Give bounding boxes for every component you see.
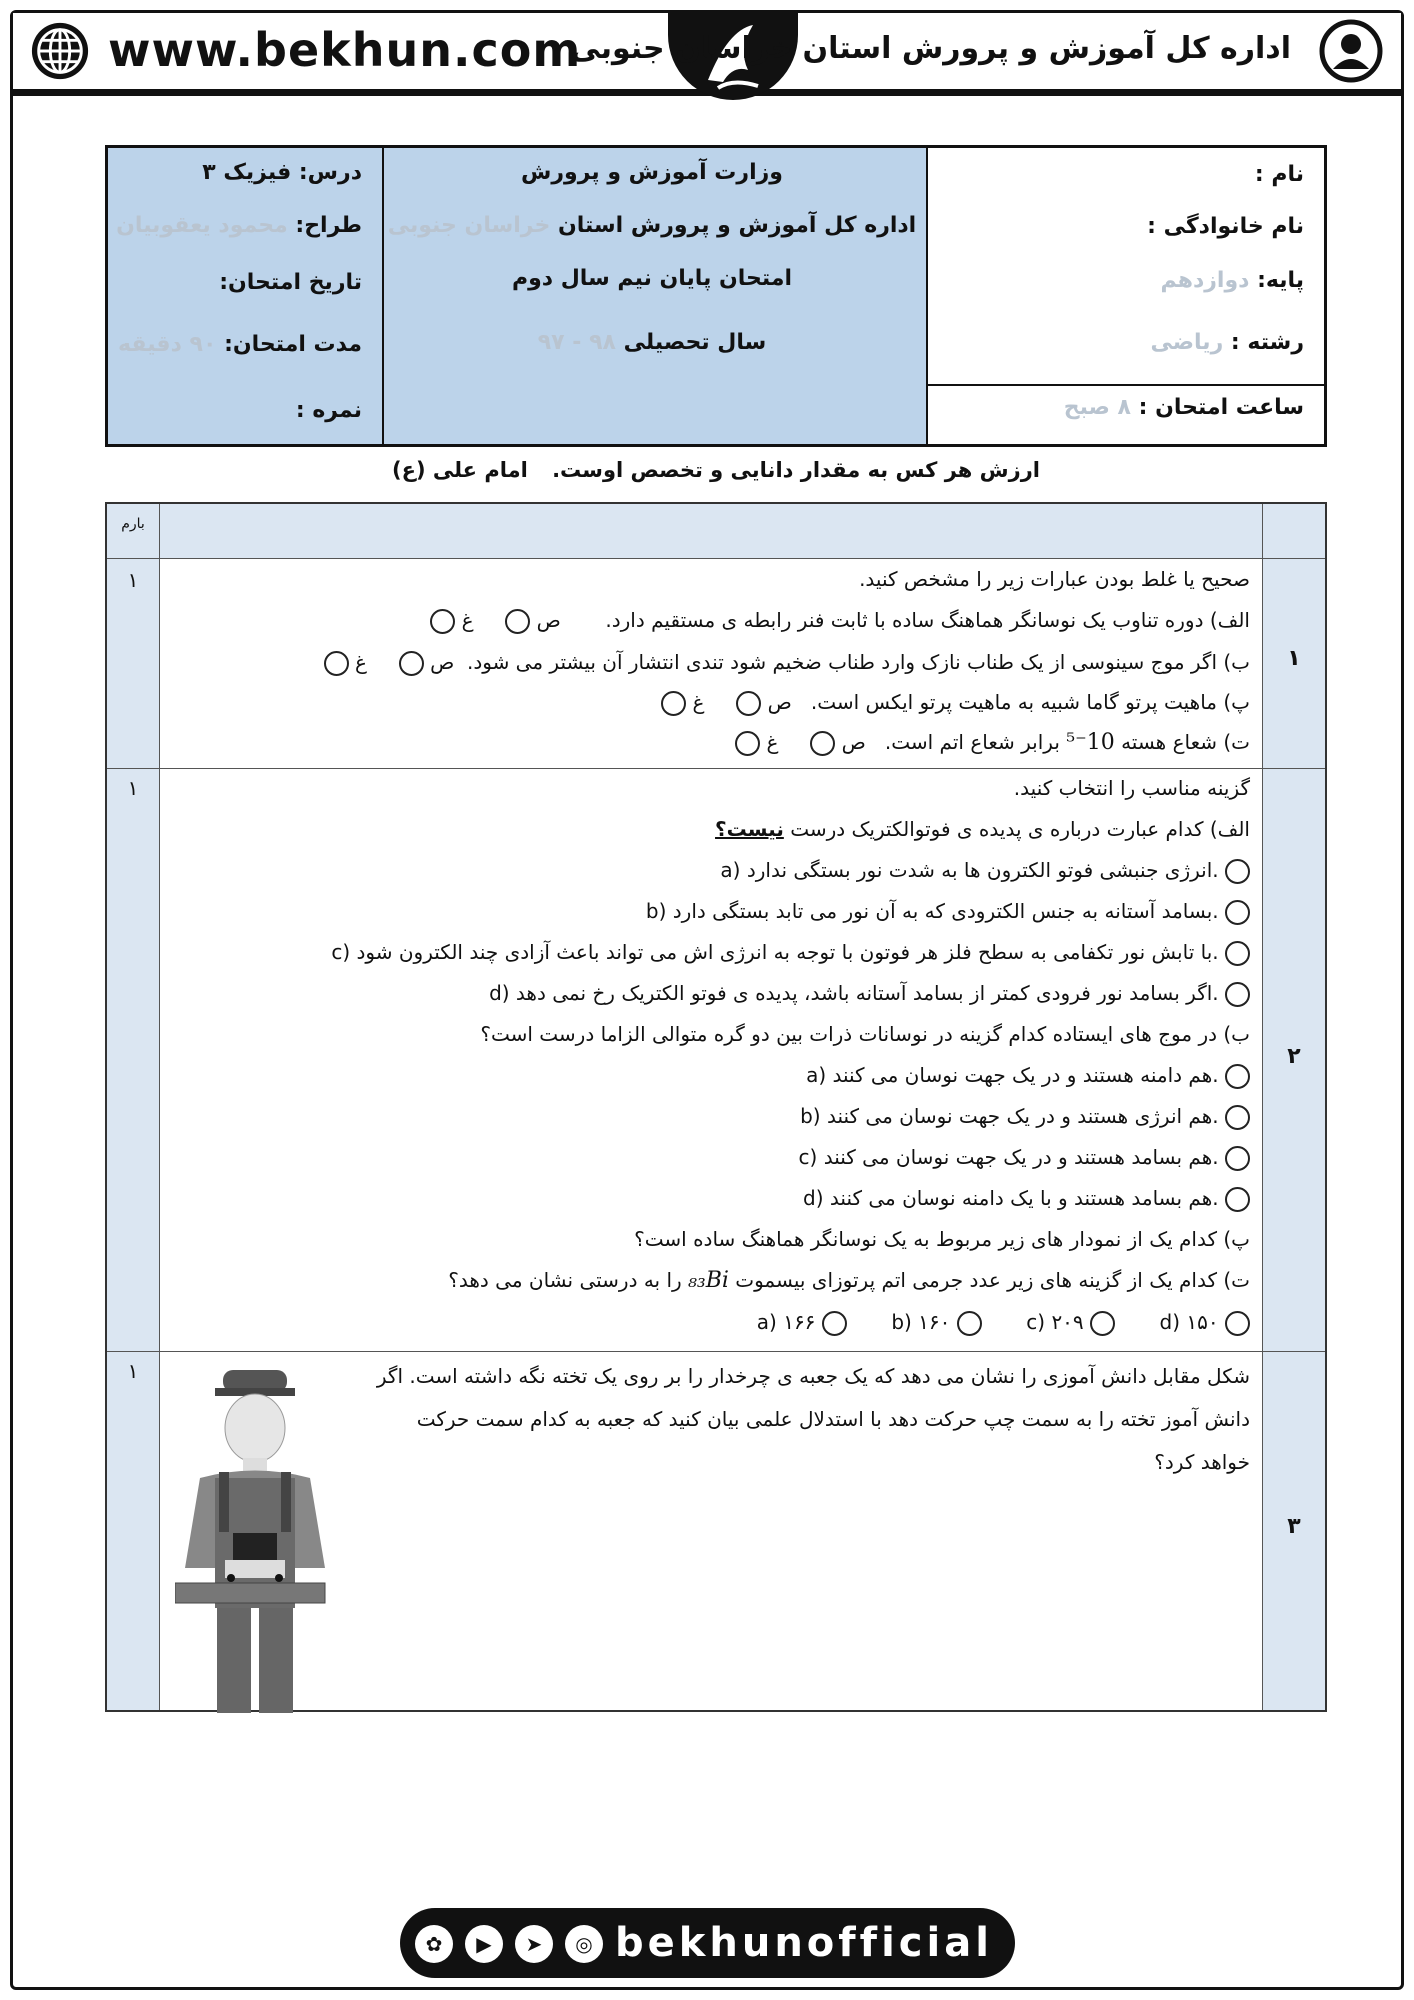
grade-label: پایه: — [1257, 268, 1304, 293]
telegram-icon[interactable]: ➤ — [515, 1925, 553, 1963]
q1-intro: صحیح یا غلط بودن عبارات زیر را مشخص کنید. — [859, 567, 1250, 591]
dept-row — [378, 213, 926, 238]
q1-d-row — [735, 730, 1250, 756]
time-value: ۸ صبح — [1063, 395, 1131, 420]
q3-line: دانش آموز تخته را به سمت چپ حرکت دهد با استدلال علمی بیان کنید که جعبه به کدام سمت حرکت — [416, 1407, 1250, 1431]
option-text: b) ۱۶۰ — [891, 1310, 951, 1334]
instagram-icon[interactable]: ◎ — [565, 1925, 603, 1963]
designer-label: طراح: — [295, 213, 362, 238]
score-label: نمره : — [295, 398, 362, 423]
true-label: ص — [841, 730, 866, 754]
radio-option[interactable] — [822, 1311, 847, 1336]
option-text: a) ۱۶۶ — [756, 1310, 816, 1334]
q1-d-pre: ت) شعاع هسته — [1121, 730, 1250, 754]
family-label: نام خانوادگی : — [1147, 214, 1304, 239]
radio-option[interactable] — [810, 731, 835, 756]
false-label: غ — [461, 608, 474, 632]
q1-d-math: 10⁻⁵ — [1066, 730, 1115, 755]
radio-option[interactable] — [1225, 859, 1250, 884]
q1-c-text: پ) ماهیت پرتو گاما شبیه به ماهیت پرتو ایکس است. — [810, 690, 1250, 714]
bismuth-symbol: ₈₃Bi — [688, 1268, 729, 1293]
field-value: ریاضی — [1150, 330, 1224, 355]
score-header: بارم — [121, 516, 145, 532]
q3-score: ۱ — [127, 1359, 139, 1383]
false-label: غ — [766, 730, 779, 754]
aparat-icon[interactable]: ✿ — [415, 1925, 453, 1963]
q2-b-option — [799, 1145, 1250, 1171]
exam-name: امتحان پایان نیم سال دوم — [511, 266, 793, 291]
row-divider — [107, 1351, 1325, 1352]
true-label: ص — [536, 608, 561, 632]
option-text: c) با تابش نور تکفامی به سطح فلز هر فوتون با توجه به انرژی اش می تواند باعث آزادی چند الکترون شود. — [331, 940, 1219, 964]
duration-value: ۹۰ دقیقه — [118, 332, 217, 357]
option-text: d) هم بسامد هستند و با یک دامنه نوسان می کنند. — [803, 1186, 1219, 1210]
radio-option[interactable] — [1225, 1105, 1250, 1130]
q2-b-option — [806, 1063, 1250, 1089]
name-label: نام : — [1254, 162, 1304, 187]
true-label: ص — [430, 650, 455, 674]
q2-d-text: ت) کدام یک از گزینه های زیر عدد جرمی اتم پرتوزای بیسموت — [735, 1268, 1250, 1292]
option-text: d) اگر بسامد نور فرودی کمتر از بسامد آستانه باشد، پدیده ی فوتو الکتریک رخ نمی دهد. — [489, 981, 1219, 1005]
option-text: a) هم دامنه هستند و در یک جهت نوسان می کنند. — [806, 1063, 1219, 1087]
course: درس: فیزیک ۳ — [202, 160, 362, 185]
radio-option[interactable] — [661, 691, 686, 716]
q1-c-row — [661, 690, 1250, 716]
radio-option[interactable] — [1090, 1311, 1115, 1336]
top-banner — [13, 13, 1401, 96]
year-label: سال تحصیلی — [623, 330, 767, 355]
province: خراسان جنوبی — [387, 213, 551, 238]
q2-d-text-end: را به درستی نشان می دهد؟ — [448, 1268, 682, 1292]
designer-value: محمود یعقوبیان — [116, 213, 288, 238]
time-label: ساعت امتحان : — [1138, 395, 1304, 420]
globe-icon[interactable] — [29, 20, 91, 82]
true-label: ص — [767, 690, 792, 714]
q2-a-question — [715, 817, 1250, 841]
org-title: اداره کل آموزش و پرورش استان خراسان جنوبی — [570, 31, 1291, 66]
divider — [928, 384, 1326, 386]
social-handle[interactable]: bekhunofficial — [615, 1920, 993, 1966]
q2-a-negation: نیست؟ — [715, 817, 784, 841]
quote-text: ارزش هر کس به مقدار دانایی و تخصص اوست. — [552, 458, 1040, 482]
radio-option[interactable] — [957, 1311, 982, 1336]
q2-d-options — [757, 1310, 1250, 1336]
duration-row — [118, 332, 362, 357]
radio-option[interactable] — [1225, 1187, 1250, 1212]
radio-option[interactable] — [1225, 1064, 1250, 1089]
exam-title-block — [378, 148, 926, 444]
youtube-icon[interactable]: ▶ — [465, 1925, 503, 1963]
radio-option[interactable] — [324, 651, 349, 676]
q1-a-text: الف) دوره تناوب یک نوسانگر هماهنگ ساده با ثابت فنر رابطه ی مستقیم دارد. — [605, 608, 1250, 632]
radio-option[interactable] — [430, 609, 455, 634]
student-holding-board-illustration — [175, 1368, 355, 1713]
year-row — [378, 330, 926, 355]
radio-option[interactable] — [399, 651, 424, 676]
radio-option[interactable] — [1225, 941, 1250, 966]
score-column — [107, 504, 160, 1710]
radio-option[interactable] — [736, 691, 761, 716]
q1-b-text: ب) اگر موج سینوسی از یک طناب نازک وارد طناب ضخیم شود تندی انتشار آن بیشتر می شود. — [466, 650, 1250, 674]
course-info — [108, 148, 384, 444]
grade-value: دوازدهم — [1160, 268, 1250, 293]
student-info — [926, 148, 1324, 444]
dept: اداره کل آموزش و پرورش استان — [557, 213, 917, 238]
radio-option[interactable] — [735, 731, 760, 756]
false-label: غ — [692, 690, 705, 714]
q2-a-option — [331, 940, 1250, 966]
option-text: c) هم بسامد هستند و در یک جهت نوسان می کنند. — [798, 1145, 1219, 1169]
option-text: c) ۲۰۹ — [1026, 1310, 1084, 1334]
q1-a-row — [430, 608, 1250, 634]
q2-b-question: ب) در موج های ایستاده کدام گزینه در نوسانات ذرات بین دو گره متوالی الزاما درست است؟ — [480, 1022, 1250, 1046]
user-icon[interactable] — [1319, 19, 1383, 83]
duration-label: مدت امتحان: — [224, 332, 362, 357]
q1-b-row — [324, 650, 1250, 676]
option-text: a) انرژی جنبشی فوتو الکترون ها به شدت نور بستگی ندارد. — [720, 858, 1219, 882]
q1-number: ۱ — [1287, 646, 1301, 671]
radio-option[interactable] — [1225, 900, 1250, 925]
site-url[interactable]: www.bekhun.com — [108, 23, 582, 77]
q3-number: ۳ — [1287, 1514, 1301, 1539]
q2-intro: گزینه مناسب را انتخاب کنید. — [1013, 776, 1250, 800]
q1-score: ۱ — [127, 568, 139, 592]
time-row — [1064, 395, 1304, 420]
q2-c-question: پ) کدام یک از نمودار های زیر مربوط به یک نوسانگر هماهنگ ساده است؟ — [634, 1227, 1250, 1251]
q2-d-question — [448, 1268, 1250, 1293]
q1-d-post: برابر شعاع اتم است. — [884, 730, 1060, 754]
q2-score: ۱ — [127, 776, 139, 800]
q2-a-option — [646, 899, 1250, 925]
field-row — [1151, 330, 1304, 355]
radio-option[interactable] — [1225, 1146, 1250, 1171]
option-text: b) هم انرژی هستند و در یک جهت نوسان می کنند. — [800, 1104, 1219, 1128]
q2-a-option — [489, 981, 1250, 1007]
q3-line: شکل مقابل دانش آموزی را نشان می دهد که یک جعبه ی چرخدار را بر روی یک تخته نگه داشته است. اگر — [376, 1364, 1250, 1388]
designer-row — [116, 213, 362, 238]
q2-b-option — [800, 1104, 1250, 1130]
radio-option[interactable] — [1225, 982, 1250, 1007]
exam-date: تاریخ امتحان: — [219, 270, 362, 295]
option-text: b) بسامد آستانه به جنس الکترودی که به آن نور می تابد بستگی دارد. — [645, 899, 1219, 923]
q2-b-option — [803, 1186, 1250, 1212]
row-divider — [107, 768, 1325, 769]
field-label: رشته : — [1230, 330, 1304, 355]
grade-row — [1160, 268, 1304, 293]
ministry: وزارت آموزش و پرورش — [521, 160, 783, 185]
q2-a-option — [720, 858, 1250, 884]
quote — [380, 458, 1040, 482]
false-label: غ — [354, 650, 367, 674]
q2-number: ۲ — [1287, 1044, 1301, 1069]
quote-author: امام علی (ع) — [392, 458, 528, 482]
year-value: ۹۸ - ۹۷ — [537, 330, 616, 355]
exam-header — [105, 145, 1327, 447]
radio-option[interactable] — [1225, 1311, 1250, 1336]
table-header-border — [107, 504, 1325, 559]
q2-a-text: الف) کدام عبارت درباره ی پدیده ی فوتوالکتریک درست — [790, 817, 1250, 841]
option-text: d) ۱۵۰ — [1159, 1310, 1219, 1334]
radio-option[interactable] — [505, 609, 530, 634]
q3-line: خواهد کرد؟ — [1154, 1450, 1250, 1474]
